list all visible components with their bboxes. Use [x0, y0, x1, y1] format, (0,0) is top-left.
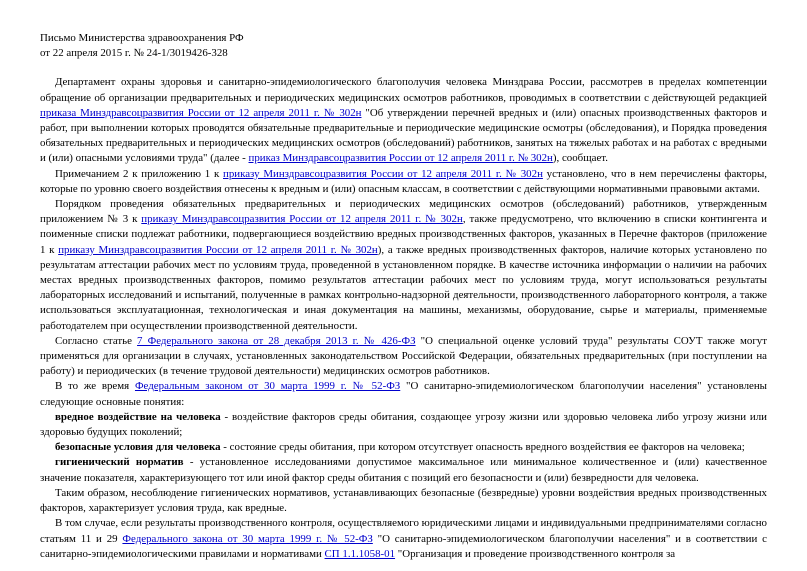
term-hygienic-norm: гигиенический норматив	[55, 456, 184, 469]
paragraph-4	[40, 334, 767, 380]
header-spacer	[40, 61, 767, 75]
p5-text-2: "О санитарно-эпидемиологическом благополучии населения" установлены следующие основные понятия:	[40, 380, 767, 408]
p4-text-1: Согласно статье	[55, 334, 138, 347]
p2-text-1: Примечанием 2 к приложению 1 к	[55, 167, 223, 180]
p10-text-1: В том случае, если результаты производственного контроля, осуществляемого юридическими лицами и индивидуальными предпринимателями согласно статьям 11 и 29	[40, 517, 767, 545]
link-sp-1-1-1058-01[interactable]: СП 1.1.1058-01	[324, 547, 396, 560]
p1-text-1: Департамент охраны здоровья и санитарно-эпидемиологического благополучия человека Минздрава России, рассмотрев в пределах компетенции обращение об организации предварительных и периодических медицинских осмотров работников, проводимых в соответствии с действующей редакцией	[40, 76, 767, 104]
link-order-302n[interactable]: приказу Минздравсоцразвития России от 12 апреля 2011 г. № 302н	[141, 213, 463, 226]
definition-text: - состояние среды обитания, при котором отсутствует опасность вредного воздействия ее факторов на человека;	[220, 441, 745, 454]
p1-text-3: ), сообщает.	[552, 152, 608, 165]
link-law-52fz[interactable]: Федеральным законом от 30 марта 1999 г. № 52-ФЗ	[134, 380, 401, 393]
paragraph-5	[40, 379, 767, 409]
paragraph-10	[40, 516, 767, 562]
definition-harmful-impact	[40, 410, 767, 440]
p5-text-1: В то же время	[55, 380, 135, 393]
definition-text: - установленное исследованиями допустимое максимальное или минимальное количественное и (или) качественное значение показателя, характеризующего тот или иной фактор среды обитания с позиций его безопасности и (или) безвредности для человека.	[40, 456, 767, 484]
p2-text-2: установлено, что в нем перечислены факторы, которые по уровню своего воздействия отнесены к вредным и (или) опасным классам, в соответствии с действующими нормативными правовыми актами.	[40, 167, 768, 195]
p10-text-2: "О санитарно-эпидемиологическом благополучии населения" и в соответствии с санитарно-эпидемиологическими правилами и нормативами	[40, 532, 767, 560]
p3-text-3: ), а также вредных производственных факторов, наличие которых установлено по результатам аттестации рабочих мест по условиям труда, проведенной в установленном порядке. В качестве источника информации о наличии на рабочих местах вредных производственных факторов, помимо результатов аттестации рабочих мест по условиям труда, могут использоваться результаты лабораторных исследований и испытаний, полученные в рамках контрольно-надзорной деятельности, производственного лабораторного контроля, а также использоваться эксплуатационная, технологическая и иная документация на машины, механизмы, оборудование, сырье и материалы, применяемые работодателем при осуществлении производственной деятельности.	[40, 243, 768, 332]
link-order-302n[interactable]: приказа Минздравсоцразвития России от 12 апреля 2011 г. № 302н	[40, 106, 362, 119]
p3-text-2: , также предусмотрено, что включению в списки контингента и поименные списки подлежат работники, подвергающиеся воздействию вредных производственных факторов, указанных в Перечне факторов (приложение 1 к	[40, 213, 768, 256]
paragraph-9	[40, 486, 767, 516]
paragraph-1	[40, 75, 767, 166]
link-order-302n[interactable]: приказу Минздравсоцразвития России от 12 апреля 2011 г. № 302н	[223, 167, 543, 180]
link-law-52fz[interactable]: Федерального закона от 30 марта 1999 г. № 52-ФЗ	[122, 532, 373, 545]
term-safe-conditions: безопасные условия для человека	[55, 441, 221, 454]
letter-title: Письмо Министерства здравоохранения РФ	[40, 32, 244, 44]
letter-date-number: от 22 апреля 2015 г. № 24-1/3019426-328	[40, 47, 228, 60]
p10-text-3: "Организация и проведение производственного контроля за	[395, 547, 676, 560]
p9-text-1: Таким образом, несоблюдение гигиенических нормативов, устанавливающих безопасные (безвредные) уровни воздействия вредных производственных факторов, характеризует условия труда, как вредные.	[40, 486, 767, 515]
link-order-302n[interactable]: приказу Минздравсоцразвития России от 12 апреля 2011 г. № 302н	[58, 243, 378, 256]
paragraph-2	[40, 167, 767, 197]
p3-text-1: Порядком проведения обязательных предварительных и периодических медицинских осмотров (обследований) работников, утвержденным приложением № 3 к	[40, 198, 767, 226]
term-harmful-impact: вредное воздействие на человека	[55, 410, 221, 423]
link-order-302n[interactable]: приказ Минздравсоцразвития России от 12 апреля 2011 г. № 302н	[248, 152, 553, 165]
p1-text-2: "Об утверждении перечней вредных и (или) опасных производственных факторов и работ, при выполнении которых проводятся обязательные предварительные и периодические медицинские осмотры (обследования), и Порядка проведения обязательных предварительных и периодических медицинских осмотров (обследований) работников, занятых на тяжелых работах и на работах с вредными и (или) опасными условиями труда" (далее -	[40, 106, 767, 165]
definition-text: - воздействие факторов среды обитания, создающее угрозу жизни или здоровью человека либо угрозу жизни или здоровью будущих поколений;	[40, 410, 767, 439]
paragraph-3	[40, 197, 767, 334]
definition-safe-conditions	[40, 440, 767, 455]
link-law-426fz[interactable]: 7 Федерального закона от 28 декабря 2013 г. № 426-ФЗ	[137, 334, 416, 347]
definition-hygienic-norm	[40, 455, 767, 485]
p4-text-2: "О специальной оценке условий труда" результаты СОУТ также могут применяться для организации в случаях, установленных законодательством Российской Федерации, обязательных предварительных (при поступлении на работу) и периодических (в течение трудовой деятельности) медицинских осмотров работников.	[40, 334, 767, 378]
